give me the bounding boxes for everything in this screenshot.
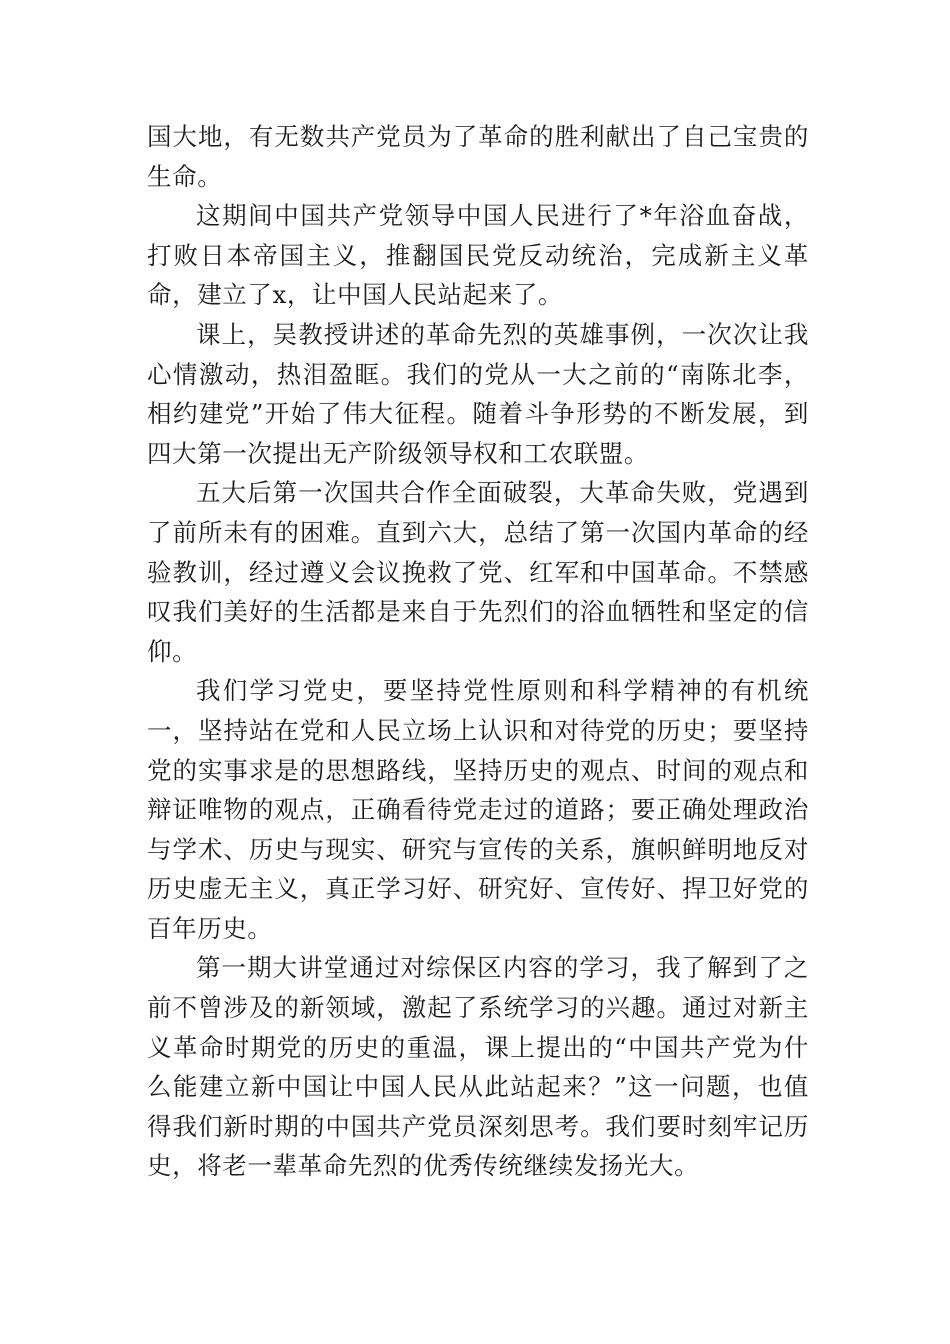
paragraph-3: 五大后第一次国共合作全面破裂，大革命失败，党遇到了前所未有的困难。直到六大，总结了第一次国内革命的经验教训，经过遵义会议挽救了党、红军和中国革命。不禁感叹我们美好的生活都是来自于先烈们的浴血牺牲和坚定的信仰。 (147, 478, 809, 666)
document-body (147, 117, 809, 1186)
paragraph-2: 课上，吴教授讲述的革命先烈的英雄事例，一次次让我心情激动，热泪盈眶。我们的党从一大之前的“南陈北李，相约建党”开始了伟大征程。随着斗争形势的不断发展，到四大第一次提出无产阶级领导权和工农联盟。 (147, 319, 809, 468)
paragraph-5: 第一期大讲堂通过对综保区内容的学习，我了解到了之前不曾涉及的新领域，激起了系统学习的兴趣。通过对新主义革命时期党的历史的重温，课上提出的“中国共产党为什么能建立新中国让中国人民从此站起来？”这一问题，也值得我们新时期的中国共产党员深刻思考。我们要时刻牢记历史，将老一辈革命先烈的优秀传统继续发扬光大。 (147, 953, 809, 1181)
paragraph-4: 我们学习党史，要坚持党性原则和科学精神的有机统一，坚持站在党和人民立场上认识和对待党的历史；要坚持党的实事求是的思想路线，坚持历史的观点、时间的观点和辩证唯物的观点，正确看待党走过的道路；要正确处理政治与学术、历史与现实、研究与宣传的关系，旗帜鲜明地反对历史虚无主义，真正学习好、研究好、宣传好、捍卫好党的百年历史。 (147, 676, 809, 943)
paragraph-1: 这期间中国共产党领导中国人民进行了*年浴血奋战，打败日本帝国主义，推翻国民党反动统治，完成新主义革命，建立了x，让中国人民站起来了。 (147, 201, 809, 310)
paragraph-continuation: 国大地，有无数共产党员为了革命的胜利献出了自己宝贵的生命。 (147, 122, 809, 191)
